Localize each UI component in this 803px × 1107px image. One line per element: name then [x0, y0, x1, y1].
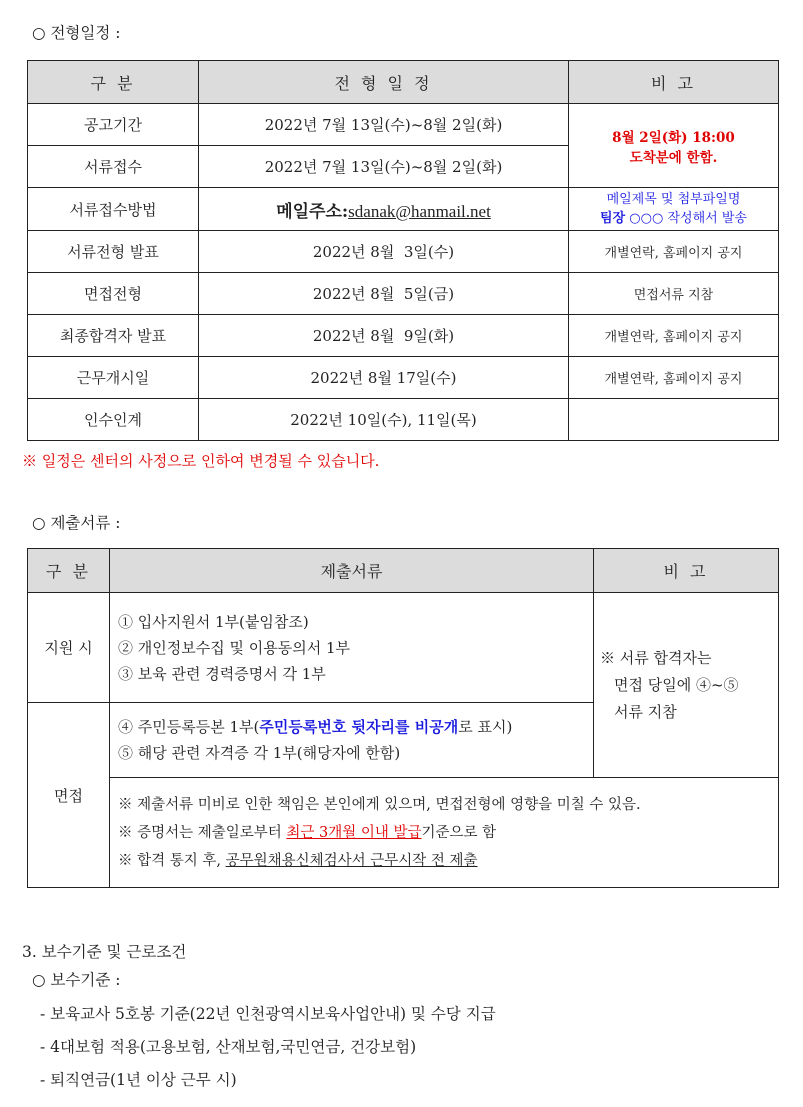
row-label: 서류접수방법 [28, 188, 199, 231]
col-header-schedule: 전 형 일 정 [199, 61, 569, 104]
table-row [28, 231, 779, 273]
schedule-heading: ○ 전형일정 : [32, 24, 121, 42]
list-item: - 퇴직연금(1년 이상 근무 시) [40, 1071, 237, 1089]
table-row [28, 357, 779, 399]
private-number-note: 주민등록번호 뒷자리를 비공개 [259, 718, 459, 736]
table-row [28, 315, 779, 357]
documents-remark [594, 593, 779, 778]
documents-heading: ○ 제출서류 : [32, 514, 121, 532]
col-header-remarks: 비 고 [569, 61, 779, 104]
table-row [28, 778, 779, 888]
table-row [28, 188, 779, 231]
row-note: 개별연락, 홈페이지 공지 [569, 315, 779, 357]
row-note: 개별연락, 홈페이지 공지 [569, 357, 779, 399]
mail-note-bold: 팀장 [600, 211, 626, 226]
row-label: 인수인계 [28, 399, 199, 441]
table-row [28, 399, 779, 441]
col-header-documents: 제출서류 [110, 549, 594, 593]
row-note [569, 399, 779, 441]
mail-note-line-1: 메일제목 및 첨부파일명 [606, 192, 741, 207]
row-date: 2022년 10일(수), 11일(목) [199, 399, 569, 441]
email-prefix: 메일주소: [276, 201, 349, 222]
list-item: ⑤ 해당 관련 자격증 각 1부(해당자에 한함) [118, 744, 401, 762]
row-date: 2022년 8월 17일(수) [199, 357, 569, 399]
row-date: 2022년 8월 9일(화) [199, 315, 569, 357]
deadline-line-1: 8월 2일(화) 18:00 [612, 129, 735, 146]
list-item: ① 입사지원서 1부(붙임참조) [118, 612, 309, 631]
list-item: - 4대보험 적용(고용보험, 산재보험,국민연금, 건강보험) [40, 1038, 417, 1056]
col-header-remarks: 비 고 [594, 549, 779, 593]
deadline-line-2: 도착분에 한함. [629, 149, 718, 166]
health-check-note: 공무원채용신체검사서 근무시작 전 제출 [225, 852, 478, 869]
schedule-table [27, 60, 779, 441]
note-line-3: ※ 합격 통지 후, 공무원채용신체검사서 근무시작 전 제출 [118, 852, 478, 869]
interview-label: 면접 [28, 703, 110, 888]
documents-notes [110, 778, 779, 888]
row-label: 공고기간 [28, 104, 199, 146]
table-row [28, 104, 779, 146]
row-date: 2022년 7월 13일(수)~8월 2일(화) [199, 146, 569, 188]
salary-subheading: ○ 보수기준 : [32, 971, 121, 989]
schedule-header-row [28, 61, 779, 104]
table-row [28, 273, 779, 315]
row-date: 2022년 8월 3일(수) [199, 231, 569, 273]
interview-items [110, 703, 594, 778]
recent-issue-note: 최근 3개월 이내 발급 [286, 824, 422, 841]
email-address[interactable]: sdanak@hanmail.net [348, 201, 491, 221]
note-line-2: ※ 증명서는 제출일로부터 최근 3개월 이내 발급기준으로 함 [118, 824, 497, 841]
list-item: ③ 보육 관련 경력증명서 각 1부 [118, 664, 326, 683]
row-label: 면접전형 [28, 273, 199, 315]
row-label: 서류전형 발표 [28, 231, 199, 273]
note-line-1: ※ 제출서류 미비로 인한 책임은 본인에게 있으며, 면접전형에 영향을 미칠 수 있음. [118, 796, 641, 813]
row-date: 2022년 7월 13일(수)~8월 2일(화) [199, 104, 569, 146]
remark-line-3: 서류 지참 [614, 702, 677, 721]
row-date: 2022년 8월 5일(금) [199, 273, 569, 315]
row-label: 근무개시일 [28, 357, 199, 399]
apply-items [110, 593, 594, 703]
row-label: 최종합격자 발표 [28, 315, 199, 357]
list-item: - 보육교사 5호봉 기준(22년 인천광역시보육사업안내) 및 수당 지급 [40, 1005, 496, 1023]
row-note: 면접서류 지참 [569, 273, 779, 315]
list-item: ④ 주민등록등본 1부(주민등록번호 뒷자리를 비공개로 표시) [118, 718, 513, 736]
row-label: 서류접수 [28, 146, 199, 188]
col-header-category: 구 분 [28, 61, 199, 104]
documents-table [27, 548, 779, 888]
table-row [28, 593, 779, 703]
deadline-note [569, 104, 779, 188]
col-header-category: 구 분 [28, 549, 110, 593]
mail-note [569, 188, 779, 231]
salary-title: 3. 보수기준 및 근로조건 [22, 943, 187, 961]
row-note: 개별연락, 홈페이지 공지 [569, 231, 779, 273]
schedule-footnote: ※ 일정은 센터의 사정으로 인하여 변경될 수 있습니다. [22, 452, 380, 470]
documents-header-row [28, 549, 779, 593]
mail-note-line-2: ○○○ 작성해서 발송 [625, 211, 747, 226]
remark-line-1: ※ 서류 합격자는 [600, 648, 712, 667]
list-item: ② 개인정보수집 및 이용동의서 1부 [118, 638, 350, 657]
email-cell [199, 188, 569, 231]
remark-line-2: 면접 당일에 ④~⑤ [614, 675, 739, 694]
apply-label: 지원 시 [28, 593, 110, 703]
